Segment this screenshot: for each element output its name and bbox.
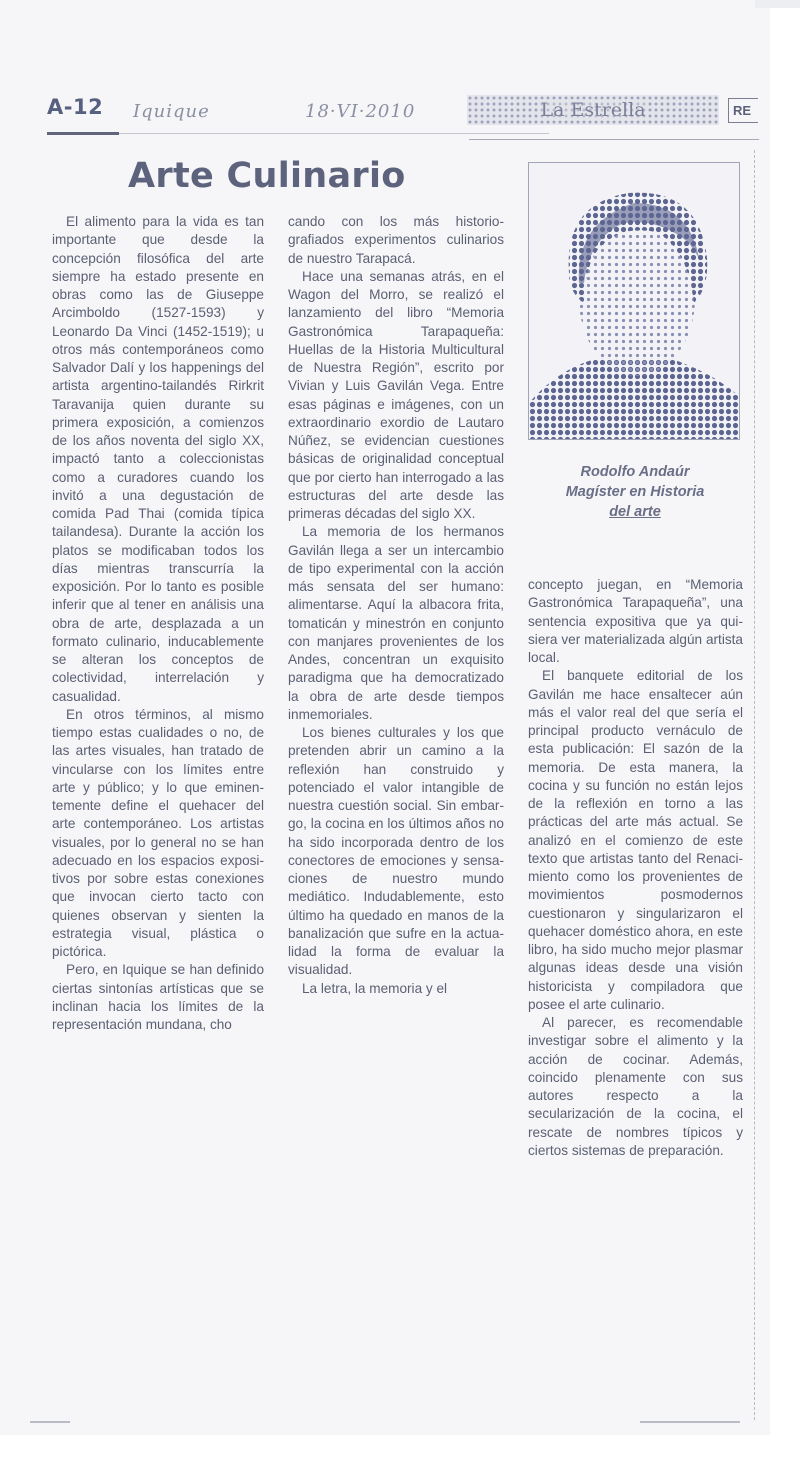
page-header [47,95,760,135]
paragraph: En otros términos, al mismo tiempo estas cualidades o no, de las artes visuales, han tratado de vincularse con los límites entre arte y público; y lo que eminentemente define el quehacer del arte contemporáneo. Los artistas visuales, por lo general no se han adecuado en los espacios expositivos por sobre estas conexiones que invocan cierto tacto con quienes observan y sienten la estrategia visual, plástica o pictórica. [52,706,264,959]
photo-caption [520,462,750,522]
paragraph: concepto juegan, en “Memoria Gastronómica Tarapaqueña”, una sentencia expositiva que ya quisiera ver materializada algún artista local. [528,577,743,665]
paragraph: Al parecer, es recomendable investigar sobre el alimento y la acción de cocinar. Además, coincido plenamente con sus autores respecto a la secularización de la cocina, el rescate de nombres típicos y ciertos sistemas de preparación. [528,1015,743,1158]
page-number-underline [47,132,119,135]
section-tab: RE [728,98,758,123]
paragraph: Hace una semanas atrás, en el Wagon del Morro, se realizó el lanzamiento del libro “Memoria Gastronómica Tarapaqueña: Huellas de la Historia Multicultural de Nuestra Región”, escrito por Vivian y Luis Gavilán Vega. Entre esas páginas e imágenes, con un extraordinario exordio de Lautaro Núñez, se evidencian cuestiones básicas de originalidad conceptual que por cierto han interrogado a las estructuras del arte desde las primeras décadas del siglo XX. [288,268,504,521]
author-photo [528,162,740,440]
handwritten-city: Iquique [133,101,210,122]
scan-edge [755,0,800,8]
cut-edge-line [754,150,755,1420]
paragraph: La letra, la memoria y el [302,980,448,996]
masthead-rule [469,139,759,140]
article-title: Arte Culinario [128,156,406,196]
bottom-rule [30,1421,70,1423]
author-portrait-icon [529,163,740,440]
header-rule [119,133,549,134]
article-column-2 [288,213,504,998]
handwritten-date: 18·VI·2010 [305,101,416,122]
article-column-3 [528,576,743,1160]
masthead-logo [467,95,719,125]
paragraph: La memoria de los hermanos Gavilán llega a ser un intercambio de tipo experimental con la acción más sensata del ser humano: alimentarse. Aquí la albacora frita, tomaticán y minestrón en conjunto con manjares provenientes de los Andes, concentran un exquisito paradigma que ha democratizado la obra de arte desde tiempos inmemoriales. [288,524,504,722]
author-title-cont: del arte [609,504,661,520]
author-name: Rodolfo Andaúr [580,464,690,480]
paragraph: Pero, en Iquique se han definido ciertas sintonías artísticas que se inclinan hacia los límites de la representación mundana, cho [52,962,264,1032]
author-title: Magíster en Historia [565,484,705,500]
masthead-text: La Estrella [540,99,646,121]
article-column-1 [52,213,264,1034]
paragraph: Los bienes culturales y los que pretenden abrir un camino a la reflexión han construido y potenciado el valor intangible de nuestra cuestión social. Sin embargo, la cocina en los últimos años no ha sido incorporada dentro de los conectores de emociones y sensaciones de nuestro mundo mediático. Indudablemente, esto último ha quedado en manos de la banalización que sufre en la actualidad la forma de evaluar la visualidad. [288,725,504,978]
paragraph: El banquete editorial de los Gavilán me hace ensaltecer aún más el valor real del que sería el principal producto vernáculo de esta publicación: El sazón de la memoria. De esta manera, la cocina y su función no están lejos de la reflexión en torno a las prácticas del arte más actual. Se analizó en el comienzo de este texto que artistas tanto del Renacimiento como los provenientes de movimientos posmodernos cuestionaron y singularizaron el quehacer doméstico ahora, en este libro, ha sido mucho mejor plasmar algunas ideas desde una visión historicista y compiladora que posee el arte culinario. [528,668,743,1012]
bottom-rule [640,1421,740,1423]
paragraph: El alimento para la vida es tan importante que desde la concepción filosófica del arte siempre ha estado presente en obras como las de Giuseppe Arcimboldo (1527-1593) y Leonardo Da Vinci (1452-1519); u otros más contemporáneos como Salvador Dalí y los happenings del artista argentino-tailandés Rirkrit Taravanija quien durante su primera exposición, a comienzos de los años noventa del siglo XX, impactó tanto a coleccionistas como a curadores cuando los invitó a una degustación de comida Pad Thai (comida típica tailandesa). Durante la acción los platos se modificaban todos los días mientras transcurría la exposición. Por lo tanto es posible inferir que al tener en análisis una obra de arte, desplazada a un formato culinario, inducablemente se alteran los conceptos de colectividad, interrelación y casualidad. [52,214,264,704]
paragraph: cando con los más historiografiados experimentos culinarios de nuestro Tarapacá. [288,214,504,266]
page-number: A-12 [47,95,104,119]
